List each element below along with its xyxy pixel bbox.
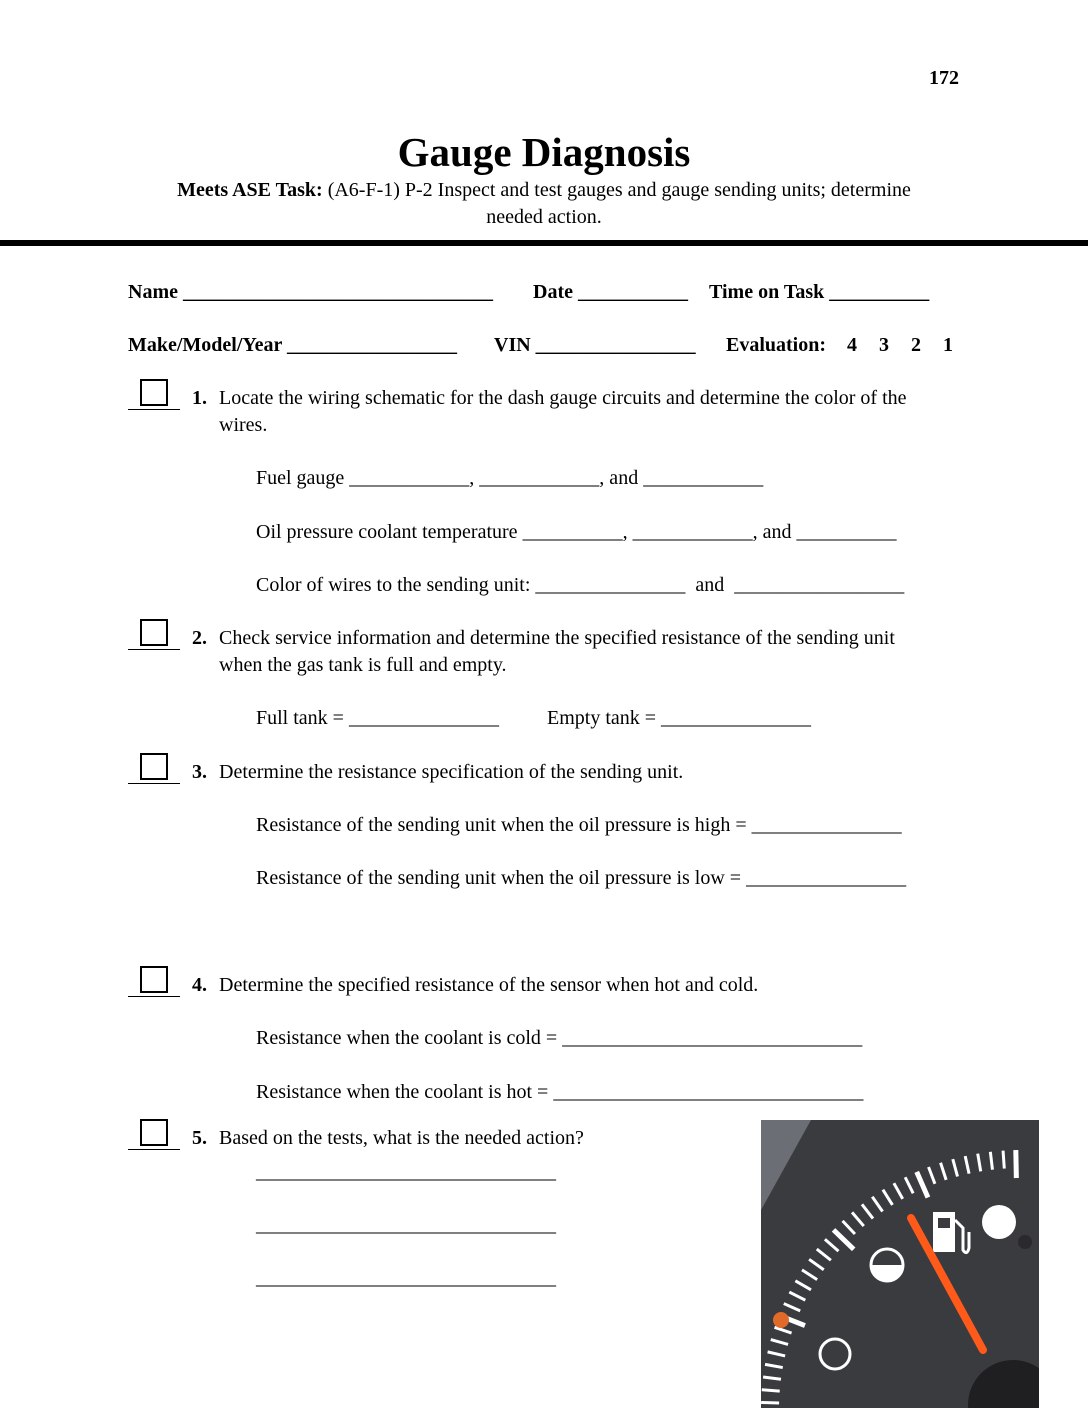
item-2-text-cont: when the gas tank is full and empty. (219, 654, 507, 676)
header-divider (0, 240, 1088, 246)
item-3-text: Determine the resistance specification of the sending unit. (219, 761, 684, 783)
item-5-checkbox[interactable] (128, 1119, 180, 1150)
fuel-gauge-field[interactable]: Fuel gauge ____________, ____________, and ____________ (256, 467, 764, 489)
oil-pressure-low-field[interactable]: Resistance of the sending unit when the oil pressure is low = ________________ (256, 867, 907, 889)
date-field[interactable]: Date ___________ (533, 281, 688, 303)
item-1-text: Locate the wiring schematic for the dash gauge circuits and determine the color of the (219, 387, 907, 409)
needed-action-line-2[interactable]: ______________________________ (256, 1214, 556, 1236)
evaluation-score-1[interactable]: 1 (943, 334, 953, 356)
item-4-text: Determine the specified resistance of the sensor when hot and cold. (219, 974, 759, 996)
ase-task-text: (A6-F-1) P-2 Inspect and test gauges and gauge sending units; determine (322, 179, 911, 201)
fuel-gauge-photo (761, 1120, 1039, 1408)
gauge-tick (761, 1402, 779, 1403)
vin-field[interactable]: VIN ________________ (494, 334, 696, 356)
ase-task-text-cont: needed action. (486, 206, 602, 228)
coolant-cold-field[interactable]: Resistance when the coolant is cold = ______________________________ (256, 1027, 863, 1049)
evaluation-label: Evaluation: (726, 334, 827, 356)
coolant-hot-field[interactable]: Resistance when the coolant is hot = _______________________________ (256, 1081, 864, 1103)
full-circle-icon (982, 1205, 1016, 1239)
ase-task-label: Meets ASE Task: (177, 179, 323, 201)
oil-coolant-field[interactable]: Oil pressure coolant temperature __________, ____________, and __________ (256, 521, 897, 543)
item-1-checkbox[interactable] (128, 379, 180, 410)
empty-tank-field[interactable]: Empty tank = _______________ (547, 707, 812, 729)
item-2-checkbox[interactable] (128, 619, 180, 650)
evaluation-score-2[interactable]: 2 (911, 334, 921, 356)
page-title: Gauge Diagnosis (397, 129, 691, 175)
item-4-checkbox[interactable] (128, 966, 180, 997)
make-model-year-field[interactable]: Make/Model/Year _________________ (128, 334, 458, 356)
sending-unit-wires-field[interactable]: Color of wires to the sending unit: _______________ and _________________ (256, 574, 905, 596)
ase-task (0, 179, 1088, 201)
evaluation-score-4[interactable]: 4 (847, 334, 857, 356)
item-1-number: 1. (192, 387, 207, 409)
page-number: 172 (929, 67, 959, 89)
needed-action-line-3[interactable]: ______________________________ (256, 1267, 556, 1289)
gauge-tick (762, 1390, 780, 1391)
item-5-number: 5. (192, 1127, 207, 1149)
gauge-tick (990, 1152, 992, 1170)
item-5-text: Based on the tests, what is the needed action? (219, 1127, 584, 1149)
full-tank-field[interactable]: Full tank = _______________ (256, 707, 499, 729)
gauge-tick (1003, 1151, 1004, 1169)
gauge-tick (1016, 1150, 1017, 1178)
item-1-text-cont: wires. (219, 414, 268, 436)
item-4-number: 4. (192, 974, 207, 996)
item-3-number: 3. (192, 761, 207, 783)
evaluation-score-3[interactable]: 3 (879, 334, 889, 356)
item-3-checkbox[interactable] (128, 753, 180, 784)
reserve-marker-icon (773, 1312, 789, 1328)
item-2-number: 2. (192, 627, 207, 649)
name-field[interactable]: Name _______________________________ (128, 281, 493, 303)
item-2-text: Check service information and determine the specified resistance of the sending unit (219, 627, 895, 649)
time-on-task-field[interactable]: Time on Task __________ (709, 281, 930, 303)
needed-action-line-1[interactable]: ______________________________ (256, 1161, 556, 1183)
oil-pressure-high-field[interactable]: Resistance of the sending unit when the oil pressure is high = _______________ (256, 814, 902, 836)
